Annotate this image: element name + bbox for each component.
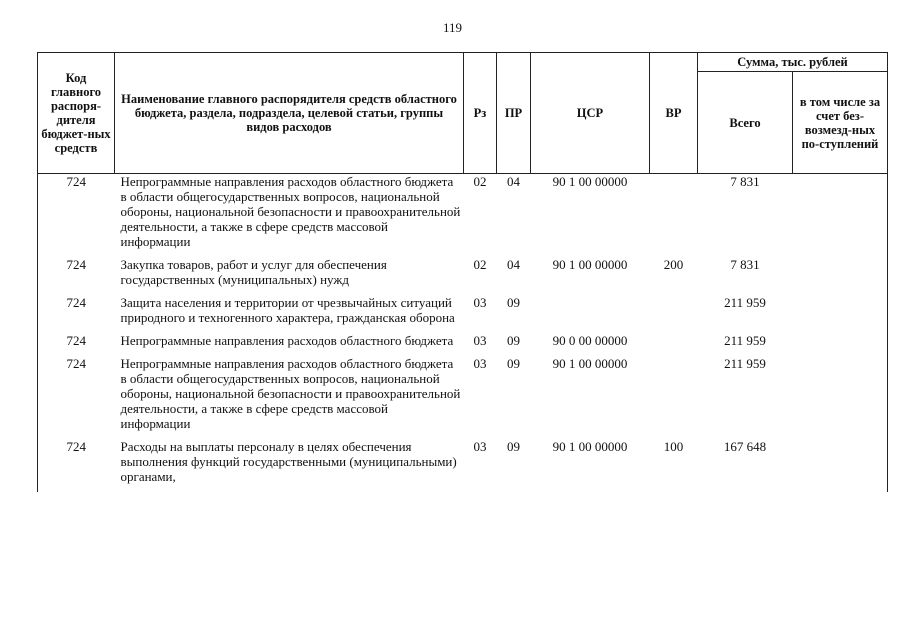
cell-csr: 90 1 00 00000 — [552, 439, 628, 454]
cell-name: Непрограммные направления расходов областного бюджета в области общегосударственных вопросов, национальной обороны, национальной безопасности и правоохранительной деятельности, а также в сфере средств массовой информации — [120, 174, 461, 249]
cell-pr: 09 — [507, 439, 520, 454]
cell-code: 724 — [38, 295, 115, 333]
cell-total: 7 831 — [730, 257, 760, 272]
table-row — [38, 333, 888, 356]
cell-pr: 09 — [507, 333, 520, 348]
cell-total: 167 648 — [723, 439, 767, 454]
cell-csr — [531, 295, 650, 333]
cell-name: Защита населения и территории от чрезвычайных ситуаций природного и техногенного характера, гражданская оборона — [120, 295, 455, 325]
cell-total: 211 959 — [724, 356, 766, 371]
cell-vr — [650, 295, 698, 333]
cell-vr — [650, 333, 698, 356]
cell-rz: 02 — [473, 174, 487, 189]
header-csr: ЦСР — [531, 53, 650, 174]
table-row — [38, 439, 888, 492]
cell-csr: 90 1 00 00000 — [552, 174, 628, 189]
header-sum: Сумма, тыс. рублей — [698, 53, 888, 72]
cell-name: Закупка товаров, работ и услуг для обеспечения государственных (муниципальных) нужд — [120, 257, 387, 287]
table-header — [38, 53, 888, 174]
cell-vr: 100 — [663, 439, 684, 454]
budget-table — [37, 52, 888, 492]
cell-code: 724 — [38, 174, 115, 258]
header-pr: ПР — [497, 53, 531, 174]
table-body — [38, 174, 888, 493]
cell-vr — [650, 174, 698, 258]
cell-including — [793, 295, 888, 333]
cell-total: 7 831 — [730, 174, 760, 189]
cell-including — [793, 333, 888, 356]
cell-name: Непрограммные направления расходов областного бюджета в области общегосударственных вопросов, национальной обороны, национальной безопасности и правоохранительной деятельности, а также в сфере средств массовой информации — [120, 356, 461, 431]
cell-rz: 02 — [473, 257, 487, 272]
cell-pr: 04 — [507, 257, 520, 272]
cell-rz: 03 — [473, 356, 487, 371]
table-row — [38, 356, 888, 439]
cell-pr: 09 — [507, 295, 520, 310]
header-code: Код главного распоря-дителя бюджет-ных средств — [38, 53, 115, 174]
cell-rz: 03 — [473, 295, 487, 310]
table-row — [38, 257, 888, 295]
cell-total: 211 959 — [724, 333, 766, 348]
cell-name: Расходы на выплаты персоналу в целях обеспечения выполнения функций государственными (муниципальными) органами, — [120, 439, 457, 484]
page-number: 119 — [442, 20, 463, 35]
cell-code: 724 — [38, 333, 115, 356]
cell-pr: 04 — [507, 174, 520, 189]
header-name: Наименование главного распорядителя средств областного бюджета, раздела, подраздела, целевой статьи, группы видов расходов — [115, 53, 464, 174]
cell-including — [793, 174, 888, 258]
cell-including — [793, 439, 888, 492]
cell-total: 211 959 — [724, 295, 766, 310]
cell-including — [793, 257, 888, 295]
cell-rz: 03 — [473, 333, 487, 348]
cell-including — [793, 356, 888, 439]
header-including: в том числе за счет без-возмезд-ных по-ступлений — [793, 72, 888, 174]
cell-csr: 90 0 00 00000 — [552, 333, 628, 348]
cell-code: 724 — [38, 356, 115, 439]
header-total: Всего — [698, 72, 793, 174]
table-row — [38, 295, 888, 333]
cell-name: Непрограммные направления расходов областного бюджета — [120, 333, 454, 348]
cell-csr: 90 1 00 00000 — [552, 257, 628, 272]
cell-pr: 09 — [507, 356, 520, 371]
header-rz: Рз — [464, 53, 497, 174]
table-row — [38, 174, 888, 258]
header-vr: ВР — [650, 53, 698, 174]
cell-vr: 200 — [663, 257, 684, 272]
cell-vr — [650, 356, 698, 439]
cell-code: 724 — [38, 439, 115, 492]
cell-csr: 90 1 00 00000 — [552, 356, 628, 371]
cell-code: 724 — [38, 257, 115, 295]
cell-rz: 03 — [473, 439, 487, 454]
